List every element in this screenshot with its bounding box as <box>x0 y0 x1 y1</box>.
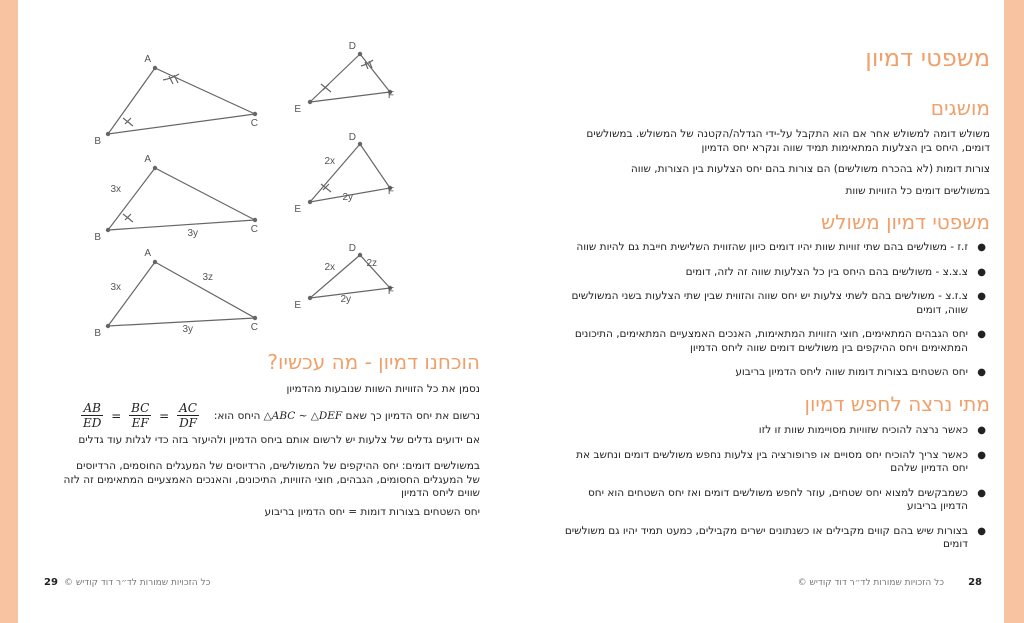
vertex-label: D <box>348 132 356 143</box>
list-item: ● כשמבקשים למצוא יחס שטחים, עוזר לחפש משולשים דומים ואז יחס השטחים הוא יחס הדמיון בריבוע <box>587 486 986 512</box>
side-label: 2x <box>324 156 335 167</box>
vertex-label: D <box>348 243 356 254</box>
vertex-label: B <box>94 232 101 243</box>
concepts-paragraph-2: צורות דומות (לא בהכרח משולשים) הם צורות בהם יחס הצלעות בין הצורות, שווה <box>630 163 990 175</box>
vertex-label: B <box>94 136 101 147</box>
vertex-label: C <box>250 224 258 235</box>
vertex-label: C <box>250 118 258 129</box>
page-number: 28 <box>968 577 982 588</box>
side-label: 3y <box>187 228 198 239</box>
vertex-label: B <box>94 328 101 339</box>
side-label: 3z <box>202 272 213 283</box>
vertex-label: A <box>144 248 151 259</box>
list-item: ● בצורות שיש בהם קווים מקבילים או כשנתונים ישרים מקבילים, כמעט תמיד יהיו גם משולשים דומים <box>564 524 986 550</box>
list-item: ● צ.צ.צ - משולשים בהם היחס בין כל הצלעות שווה זה לזה, דומים <box>685 265 986 278</box>
vertex-label: E <box>294 204 301 215</box>
vertex-label: F <box>387 286 394 297</box>
vertex-label: F <box>387 186 394 197</box>
concepts-paragraph-3: במשולשים דומים כל הזוויות שוות <box>845 185 990 197</box>
instruction-line-4: במשולשים דומים: יחס ההיקפים של המשולשים, הרדיוסים של המעגלים החוסמים, הרדיוסים של המעגלים החסומים, הגבהים, חוצי הזוויות, התיכונים, והאנכים האמצעיים המתאימים זה לזה שווים ליחס הדמיון <box>63 460 480 499</box>
list-item: ● כאשר צריך להוכיח יחס מסויים או פרופורציה בין צלעות נחפש משולשים דומים ונחשב את יחס הדמיון שלהם <box>576 448 986 474</box>
list-item: ● ז.ז - משולשים בהם שתי זוויות שוות יהיו דומים כיוון שהזווית השלישית חייבת גם להיות שווה <box>576 241 986 253</box>
vertex-label: A <box>144 54 151 65</box>
page-title: משפטי דמיון <box>865 44 990 72</box>
vertex-label: E <box>294 300 301 311</box>
side-label: 3y <box>182 324 193 335</box>
instruction-line-5: יחס השטחים בצורות דומות = יחס הדמיון בריבוע <box>264 506 480 518</box>
page-28 <box>528 0 1004 623</box>
vertex-label: C <box>250 322 258 333</box>
instruction-line-3: אם ידועים גדלים של צלעות יש לרשום אותם ביחס הדמיון ולהיעזר בזה כדי לגלות עוד גדלים <box>78 434 480 446</box>
side-label: 3x <box>110 184 121 195</box>
list-item: ● צ.ז.צ - משולשים בהם לשתי צלעות יש יחס שווה והזווית שבין שתי הצלעות בשני המשולשים שווה, דומים <box>571 290 986 316</box>
vertex-label: D <box>348 41 356 52</box>
copyright-footer: כל הזכויות שמורות לד״ר דוד קודיש © <box>64 578 211 588</box>
vertex-label: F <box>387 90 394 101</box>
side-label: 2z <box>366 258 377 269</box>
when-list <box>560 424 990 563</box>
list-item: ● כאשר נרצה להוכיח שזוויות מסויימות שוות זו לזו <box>758 424 986 436</box>
proved-heading: הוכחנו דמיון - מה עכשיו? <box>267 350 480 374</box>
side-label: 3x <box>110 282 121 293</box>
side-label: 2y <box>342 192 353 203</box>
concepts-paragraph-1: משולש דומה למשולש אחר אם הוא התקבל על-ידי הגדלה/הקטנה של המשולש. במשולשים דומים, היחס בין הצלעות המתאימות תמיד שווה ונקרא יחס הדמיון <box>586 128 990 154</box>
vertex-label: E <box>294 104 301 115</box>
instruction-line-2: נרשום את יחס הדמיון כך שאם △ABC ∼ △DEF היחס הוא: <box>213 410 480 422</box>
theorems-heading: משפטי דמיון משולש <box>820 210 990 234</box>
ratio-equation: $\frac{AB}{ED}$ = $\frac{BC}{EF}$ = $\frac{AC}{DF}$ <box>83 401 198 430</box>
copyright-footer: כל הזכויות שמורות לד״ר דוד קודיש © <box>797 578 944 588</box>
side-label: 2x <box>324 262 335 273</box>
when-heading: מתי נרצה לחפש דמיון <box>804 392 990 416</box>
theorems-list <box>560 241 990 391</box>
similarity-statement: △ABC ∼ △DEF <box>263 410 343 422</box>
similar-triangles-figure <box>94 40 433 339</box>
concepts-heading: מושגים <box>930 96 990 120</box>
instruction-line-1: נסמן את כל הזוויות השוות שנובעות מהדמיון <box>286 383 480 395</box>
vertex-label: A <box>144 154 151 165</box>
side-label: 2y <box>340 294 351 305</box>
page-29 <box>18 0 528 623</box>
book-spread <box>18 0 1004 623</box>
list-item: ● יחס הגבהים המתאימים, חוצי הזוויות המתאימות, האנכים האמצעיים המתאימים, התיכונים המתאימים ויחס ההיקפים בין משולשים דומים שווה ליחס הדמיון <box>574 328 986 354</box>
page-number: 29 <box>44 577 58 588</box>
list-item: ● יחס השטחים בצורות דומות שווה ליחס הדמיון בריבוע <box>735 366 986 378</box>
